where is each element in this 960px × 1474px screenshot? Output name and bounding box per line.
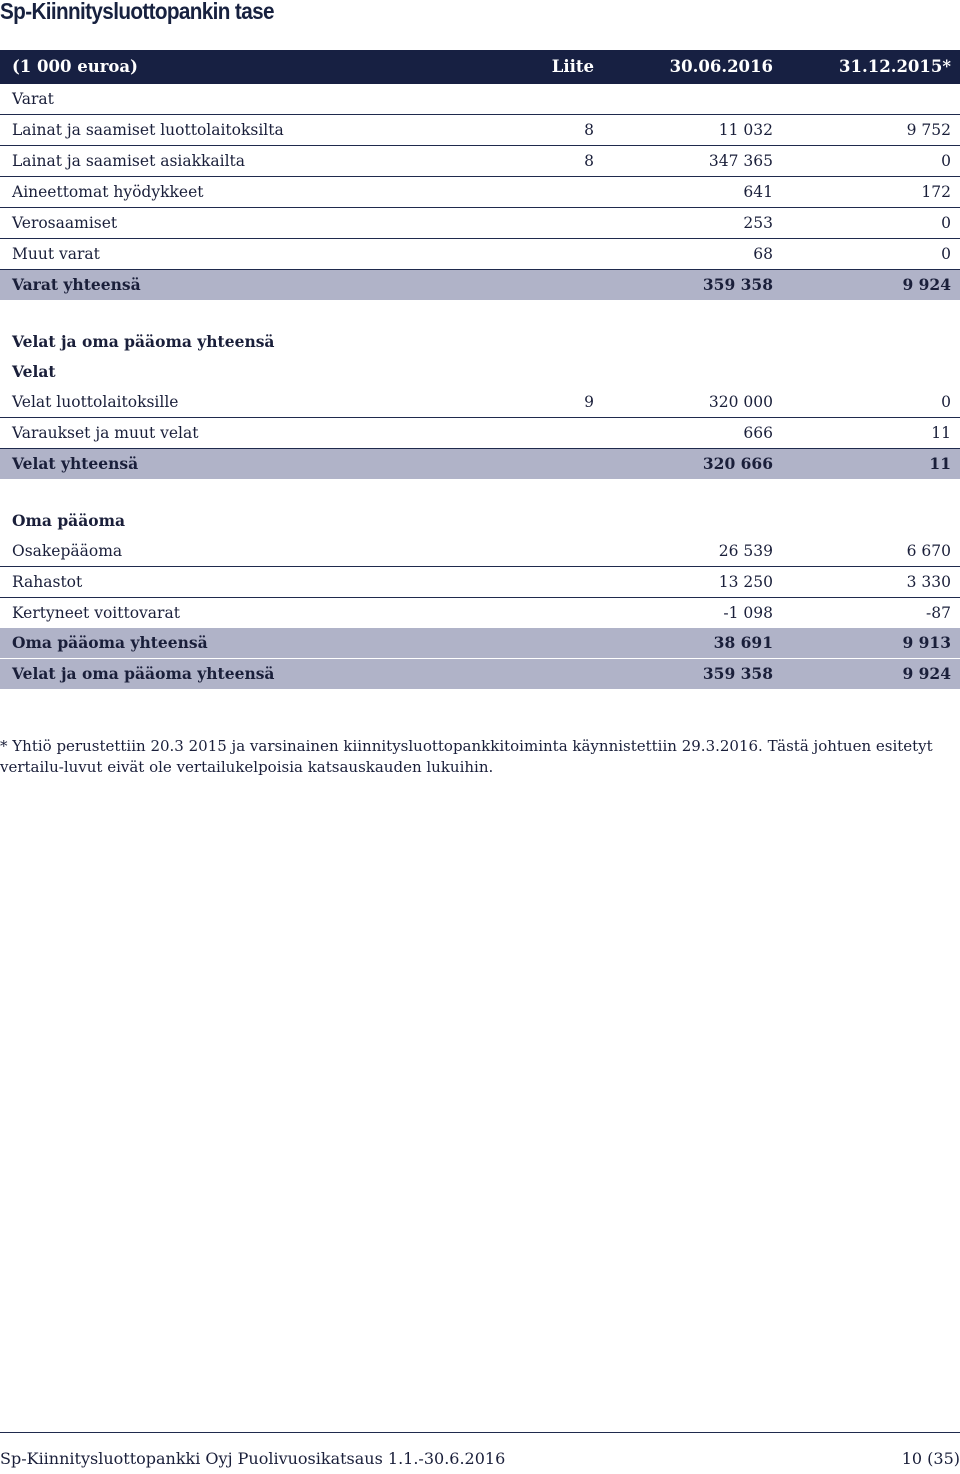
total-value-period-1: 320 666 bbox=[702, 454, 773, 473]
row-value-period-2: 11 bbox=[931, 424, 951, 442]
row-note: 8 bbox=[584, 152, 594, 170]
row-label: Aineettomat hyödykkeet bbox=[12, 183, 204, 201]
section-spacer bbox=[0, 479, 960, 506]
footer-document-info: Sp-Kiinnitysluottopankki Oyj Puolivuosikatsaus 1.1.-30.6.2016 bbox=[0, 1449, 506, 1468]
footnote: * Yhtiö perustettiin 20.3 2015 ja varsinainen kiinnitysluottopankkitoiminta käynnistettiin 29.3.2016. Tästä johtuen esitetyt vertailu-luvut eivät ole vertailukelpoisia katsauskauden lukuihin. bbox=[0, 737, 933, 776]
total-row-assets bbox=[0, 270, 960, 300]
table-row bbox=[0, 418, 960, 449]
page-title: Sp-Kiinnitysluottopankin tase bbox=[0, 0, 274, 24]
row-value-period-1: 347 365 bbox=[708, 152, 773, 170]
header-note: Liite bbox=[551, 57, 594, 76]
grand-total-label: Velat ja oma pääoma yhteensä bbox=[12, 664, 275, 683]
row-label: Varaukset ja muut velat bbox=[12, 424, 199, 442]
row-value-period-1: 253 bbox=[743, 214, 773, 232]
table-row bbox=[0, 146, 960, 177]
row-label: Verosaamiset bbox=[12, 214, 118, 232]
row-value-period-2: 0 bbox=[941, 152, 951, 170]
row-label: Lainat ja saamiset luottolaitoksilta bbox=[12, 121, 284, 139]
total-value-period-2: 11 bbox=[929, 454, 951, 473]
table-row bbox=[0, 536, 960, 567]
row-value-period-1: 641 bbox=[743, 183, 773, 201]
row-note: 8 bbox=[584, 121, 594, 139]
section-heading-label: Oma pääoma bbox=[12, 511, 126, 530]
row-value-period-2: 172 bbox=[921, 183, 951, 201]
total-row-equity bbox=[0, 628, 960, 659]
row-label: Velat luottolaitoksille bbox=[12, 393, 179, 411]
total-value-period-2: 9 924 bbox=[902, 275, 951, 294]
row-note: 9 bbox=[584, 393, 594, 411]
section-spacer bbox=[0, 300, 960, 327]
table-row bbox=[0, 387, 960, 418]
row-value-period-2: 3 330 bbox=[906, 573, 951, 591]
total-label: Varat yhteensä bbox=[12, 275, 141, 294]
balance-sheet-table bbox=[0, 50, 960, 689]
table-row bbox=[0, 208, 960, 239]
total-value-period-1: 38 691 bbox=[713, 633, 773, 652]
table-row bbox=[0, 598, 960, 628]
row-value-period-1: 11 032 bbox=[718, 121, 773, 139]
grand-total-value-period-2: 9 924 bbox=[902, 664, 951, 683]
row-value-period-1: 320 000 bbox=[708, 393, 773, 411]
header-unit: (1 000 euroa) bbox=[12, 57, 138, 76]
table-header-row bbox=[0, 50, 960, 84]
row-value-period-1: 68 bbox=[753, 245, 773, 263]
section-heading-equity bbox=[0, 506, 960, 536]
row-value-period-2: 9 752 bbox=[906, 121, 951, 139]
table-row bbox=[0, 115, 960, 146]
row-value-period-2: -87 bbox=[926, 604, 951, 622]
section-subheading-label: Velat bbox=[12, 362, 56, 381]
section-heading-label: Varat bbox=[12, 90, 54, 108]
row-label: Osakepääoma bbox=[12, 542, 123, 560]
header-period-2: 31.12.2015* bbox=[839, 57, 951, 76]
row-label: Rahastot bbox=[12, 573, 83, 591]
total-value-period-2: 9 913 bbox=[902, 633, 951, 652]
row-label: Kertyneet voittovarat bbox=[12, 604, 180, 622]
total-label: Velat yhteensä bbox=[12, 454, 139, 473]
row-label: Lainat ja saamiset asiakkailta bbox=[12, 152, 246, 170]
total-value-period-1: 359 358 bbox=[702, 275, 773, 294]
total-row-liabilities bbox=[0, 449, 960, 479]
row-value-period-2: 0 bbox=[941, 245, 951, 263]
row-label: Muut varat bbox=[12, 245, 100, 263]
section-heading-liabilities-equity bbox=[0, 327, 960, 357]
row-value-period-1: 13 250 bbox=[718, 573, 773, 591]
row-value-period-2: 6 670 bbox=[906, 542, 951, 560]
header-period-1: 30.06.2016 bbox=[669, 57, 773, 76]
section-heading-label: Velat ja oma pääoma yhteensä bbox=[12, 332, 275, 351]
row-value-period-1: -1 098 bbox=[723, 604, 773, 622]
row-value-period-1: 26 539 bbox=[718, 542, 773, 560]
grand-total-value-period-1: 359 358 bbox=[702, 664, 773, 683]
table-row bbox=[0, 567, 960, 598]
total-label: Oma pääoma yhteensä bbox=[12, 633, 208, 652]
row-value-period-2: 0 bbox=[941, 214, 951, 232]
section-subheading-liabilities bbox=[0, 357, 960, 387]
table-row bbox=[0, 177, 960, 208]
footer-page-number: 10 (35) bbox=[901, 1449, 960, 1468]
row-value-period-1: 666 bbox=[743, 424, 773, 442]
row-value-period-2: 0 bbox=[941, 393, 951, 411]
grand-total-row bbox=[0, 659, 960, 689]
footer-divider bbox=[0, 1432, 960, 1433]
table-row bbox=[0, 239, 960, 270]
section-heading-assets bbox=[0, 84, 960, 115]
